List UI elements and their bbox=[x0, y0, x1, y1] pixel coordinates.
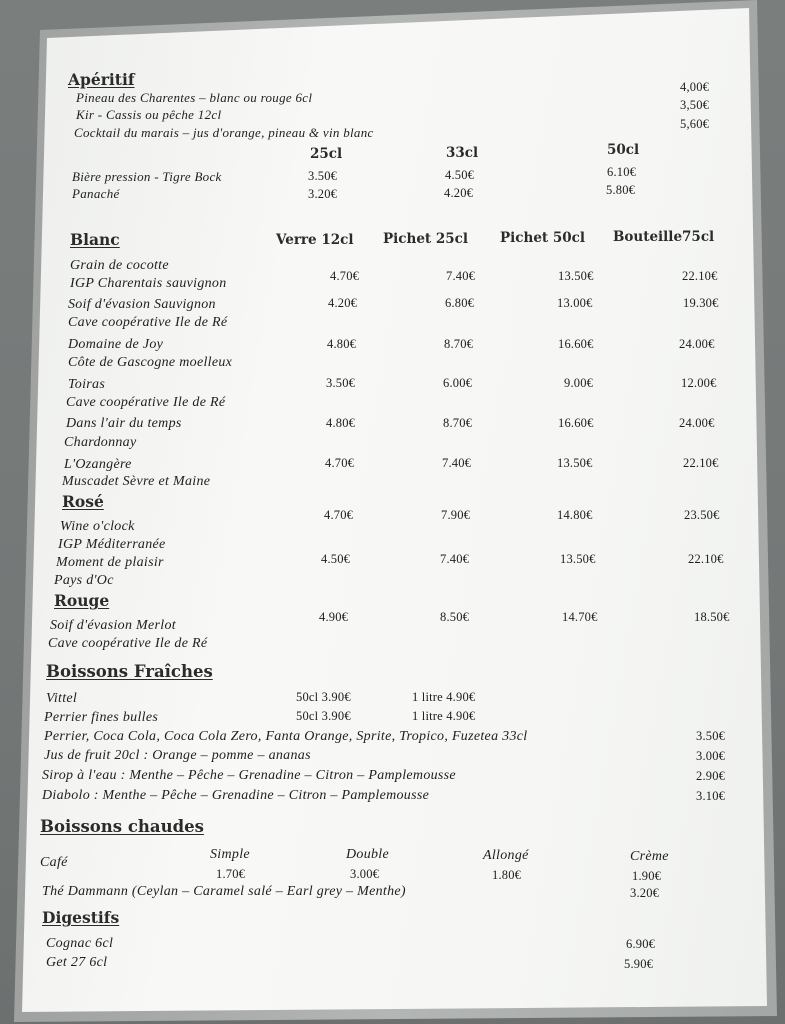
soft-drink-price: 3.00€ bbox=[696, 749, 726, 763]
coffee-option-label: Double bbox=[346, 847, 390, 862]
aperitif-heading: Apéritif bbox=[68, 70, 135, 89]
wine-name: Soif d'évasion Merlot bbox=[50, 618, 176, 633]
coffee-option-label: Allongé bbox=[483, 848, 529, 863]
wine-price: 7.90€ bbox=[441, 508, 471, 522]
wine-price: 6.00€ bbox=[443, 376, 473, 390]
wine-column-header: Verre 12cl bbox=[276, 232, 354, 248]
coffee-option-label: Simple bbox=[210, 847, 250, 862]
wine-column-header: Bouteille75cl bbox=[613, 229, 715, 245]
wine-price: 13.50€ bbox=[557, 456, 593, 470]
wine-price: 16.60€ bbox=[558, 337, 594, 351]
coffee-label: Café bbox=[40, 855, 68, 870]
water-price-50cl: 50cl 3.90€ bbox=[296, 709, 351, 723]
beer-price: 6.10€ bbox=[607, 165, 637, 179]
wine-appellation: Pays d'Oc bbox=[54, 573, 114, 588]
wine-price: 22.10€ bbox=[682, 269, 718, 283]
aperitif-item-name: Kir - Cassis ou pêche 12cl bbox=[76, 107, 222, 122]
wine-price: 13.00€ bbox=[557, 296, 593, 310]
beer-size-header: 25cl bbox=[310, 146, 343, 162]
wine-price: 4.90€ bbox=[319, 610, 349, 624]
wine-price: 24.00€ bbox=[679, 416, 715, 430]
digestif-name: Get 27 6cl bbox=[46, 955, 108, 970]
wine-price: 7.40€ bbox=[442, 456, 472, 470]
chaudes-heading: Boissons chaudes bbox=[40, 817, 204, 836]
coffee-price: 1.70€ bbox=[216, 867, 246, 881]
wine-name: Domaine de Joy bbox=[68, 337, 164, 352]
beer-size-header: 50cl bbox=[607, 142, 640, 158]
wine-appellation: Muscadet Sèvre et Maine bbox=[62, 474, 211, 489]
water-name: Vittel bbox=[46, 691, 78, 706]
wine-name: L'Ozangère bbox=[64, 457, 132, 472]
wine-price: 22.10€ bbox=[683, 456, 719, 470]
digestif-price: 5.90€ bbox=[624, 957, 654, 971]
wine-price: 8.70€ bbox=[444, 337, 474, 351]
wine-price: 4.70€ bbox=[325, 456, 355, 470]
coffee-price: 3.00€ bbox=[350, 867, 380, 881]
beer-name: Bière pression - Tigre Bock bbox=[72, 169, 222, 184]
digestifs-heading: Digestifs bbox=[42, 908, 120, 927]
rose-heading: Rosé bbox=[62, 492, 104, 511]
wine-appellation: IGP Charentais sauvignon bbox=[70, 276, 227, 291]
soft-drink-name: Diabolo : Menthe – Pêche – Grenadine – Citron – Pamplemousse bbox=[42, 788, 430, 803]
wine-price: 19.30€ bbox=[683, 296, 719, 310]
wine-price: 23.50€ bbox=[684, 508, 720, 522]
wine-price: 4.70€ bbox=[324, 508, 354, 522]
soft-drink-name: Jus de fruit 20cl : Orange – pomme – ananas bbox=[44, 748, 311, 763]
soft-drink-price: 3.50€ bbox=[696, 729, 726, 743]
aperitif-item-name: Cocktail du marais – jus d'orange, pineau & vin blanc bbox=[74, 125, 374, 140]
soft-drink-price: 2.90€ bbox=[696, 769, 726, 783]
wine-column-header: Pichet 50cl bbox=[500, 230, 585, 246]
wine-appellation: Côte de Gascogne moelleux bbox=[68, 355, 233, 370]
wine-column-header: Pichet 25cl bbox=[383, 231, 468, 247]
coffee-price: 1.90€ bbox=[632, 869, 662, 883]
soft-drink-price: 3.10€ bbox=[696, 789, 726, 803]
beer-price: 3.20€ bbox=[308, 187, 338, 201]
blanc-heading: Blanc bbox=[70, 230, 120, 249]
wine-price: 13.50€ bbox=[560, 552, 596, 566]
wine-name: Toiras bbox=[68, 377, 106, 392]
coffee-price: 1.80€ bbox=[492, 868, 522, 882]
wine-appellation: Cave coopérative Ile de Ré bbox=[48, 636, 208, 651]
fraiches-heading: Boissons Fraîches bbox=[46, 662, 213, 681]
wine-appellation: Chardonnay bbox=[64, 435, 137, 450]
wine-price: 7.40€ bbox=[440, 552, 470, 566]
wine-price: 8.50€ bbox=[440, 610, 470, 624]
wine-price: 4.50€ bbox=[321, 552, 351, 566]
wine-appellation: Cave coopérative Ile de Ré bbox=[66, 395, 226, 410]
wine-price: 13.50€ bbox=[558, 269, 594, 283]
aperitif-item-price: 4,00€ bbox=[680, 80, 710, 94]
wine-name: Moment de plaisir bbox=[56, 555, 164, 570]
beer-price: 4.50€ bbox=[445, 168, 475, 182]
wine-price: 9.00€ bbox=[564, 376, 594, 390]
wine-appellation: IGP Méditerranée bbox=[58, 537, 166, 552]
wine-price: 16.60€ bbox=[558, 416, 594, 430]
wine-price: 7.40€ bbox=[446, 269, 476, 283]
water-price-50cl: 50cl 3.90€ bbox=[296, 690, 351, 704]
aperitif-item-price: 5,60€ bbox=[680, 117, 710, 131]
beer-price: 5.80€ bbox=[606, 183, 636, 197]
wine-price: 6.80€ bbox=[445, 296, 475, 310]
beer-size-header: 33cl bbox=[446, 145, 479, 161]
wine-price: 8.70€ bbox=[443, 416, 473, 430]
water-price-1l: 1 litre 4.90€ bbox=[412, 709, 476, 723]
wine-price: 3.50€ bbox=[326, 376, 356, 390]
wine-name: Dans l'air du temps bbox=[66, 416, 182, 431]
aperitif-item-name: Pineau des Charentes – blanc ou rouge 6cl bbox=[76, 90, 313, 105]
coffee-option-label: Crème bbox=[630, 849, 669, 864]
soft-drink-name: Perrier, Coca Cola, Coca Cola Zero, Fanta Orange, Sprite, Tropico, Fuzetea 33cl bbox=[44, 729, 528, 744]
rouge-heading: Rouge bbox=[54, 591, 110, 610]
wine-price: 4.20€ bbox=[328, 296, 358, 310]
water-price-1l: 1 litre 4.90€ bbox=[412, 690, 476, 704]
wine-name: Wine o'clock bbox=[60, 519, 135, 534]
wine-price: 18.50€ bbox=[694, 610, 730, 624]
aperitif-item-price: 3,50€ bbox=[680, 98, 710, 112]
wine-price: 4.70€ bbox=[330, 269, 360, 283]
wine-appellation: Cave coopérative Ile de Ré bbox=[68, 315, 228, 330]
wine-price: 4.80€ bbox=[327, 337, 357, 351]
wine-price: 24.00€ bbox=[679, 337, 715, 351]
beer-name: Panaché bbox=[72, 186, 120, 201]
wine-price: 14.70€ bbox=[562, 610, 598, 624]
wine-name: Grain de cocotte bbox=[70, 258, 169, 273]
soft-drink-name: Sirop à l'eau : Menthe – Pêche – Grenadine – Citron – Pamplemousse bbox=[42, 768, 456, 783]
wine-price: 14.80€ bbox=[557, 508, 593, 522]
beer-price: 4.20€ bbox=[444, 186, 474, 200]
wine-name: Soif d'évasion Sauvignon bbox=[68, 297, 216, 312]
digestif-price: 6.90€ bbox=[626, 937, 656, 951]
tea-name: Thé Dammann (Ceylan – Caramel salé – Earl grey – Menthe) bbox=[42, 884, 406, 899]
wine-price: 4.80€ bbox=[326, 416, 356, 430]
tea-price: 3.20€ bbox=[630, 886, 660, 900]
digestif-name: Cognac 6cl bbox=[46, 936, 114, 951]
wine-price: 22.10€ bbox=[688, 552, 724, 566]
beer-price: 3.50€ bbox=[308, 169, 338, 183]
wine-price: 12.00€ bbox=[681, 376, 717, 390]
water-name: Perrier fines bulles bbox=[44, 710, 159, 725]
